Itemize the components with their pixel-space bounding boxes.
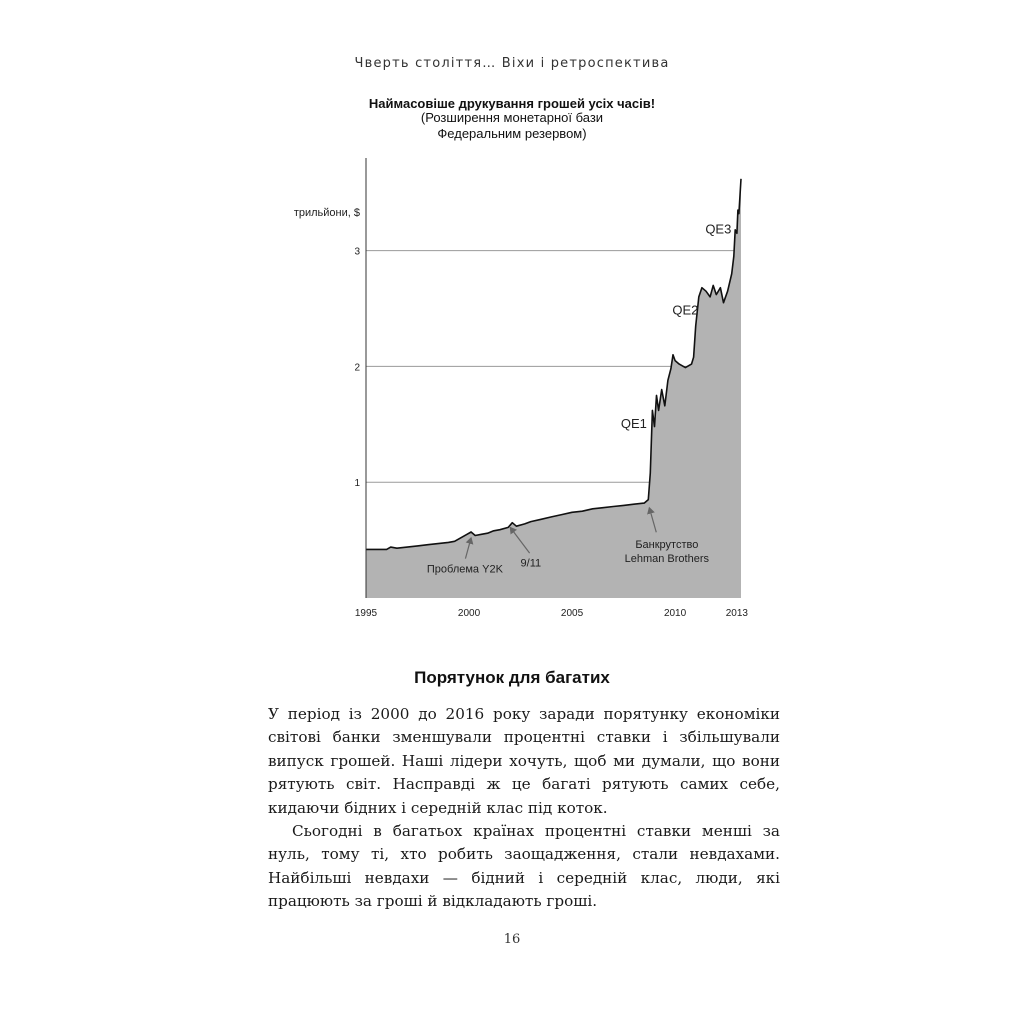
body-paragraph-2: Сьогодні в багатьох країнах процентні ставки менші за нуль, тому ті, хто робить заощадження, стали невдахами. Найбільші невдахи — бідний і середній клас, люди, які працюють за гроші й відкладають гроші.: [268, 822, 780, 911]
annotation-qe1-line-1: QE1: [620, 415, 647, 431]
x-tick-label-2000: 2000: [457, 608, 481, 619]
series-area: [366, 179, 741, 598]
running-head: Чверть століття… Віхи і ретроспектива: [354, 56, 670, 71]
chart-subtitle-line-2: Федеральним резервом): [437, 126, 587, 141]
annotation-qe3-line-1: QE3: [705, 221, 732, 237]
annotation-проблема-y2k-line-1: Проблема Y2K: [426, 563, 503, 576]
annotation-банкрутство-line-2: Lehman Brothers: [624, 553, 710, 566]
y-axis-label: трильйони, $: [293, 206, 360, 219]
annotation-9-11-line-1: 9/11: [520, 557, 542, 570]
annotation-проблема-y2k: [427, 564, 504, 576]
x-tick-label-1995: 1995: [354, 608, 378, 619]
body-paragraph-1: У період із 2000 до 2016 року заради порятунку економіки світові банки зменшували процентні ставки і збільшували випуск грошей. Наші лідери хочуть, щоб ми думали, що вони рятують світ. Насправді ж це багаті рятують самих себе, кидаючи бідних і середній клас під коток.: [268, 705, 780, 817]
annotation-9-11: [521, 558, 542, 570]
y-tick-label-1: 1: [354, 478, 360, 490]
x-tick-label-2013: 2013: [725, 608, 749, 619]
annotation-qe2-line-1: QE2: [672, 302, 699, 318]
annotation-qe1: [621, 416, 647, 431]
y-tick-label-3: 3: [354, 246, 360, 258]
chart-subtitle-line-1: (Розширення монетарної бази: [420, 110, 604, 125]
annotation-qe2: [672, 302, 698, 317]
annotation-qe3: [705, 221, 731, 236]
y-tick-label-2: 2: [354, 362, 360, 374]
section-heading: Порятунок для багатих: [414, 668, 610, 687]
page-number: 16: [503, 932, 521, 947]
annotation-банкрутство-line-1: Банкрутство: [635, 539, 699, 552]
body-text: [268, 703, 780, 914]
chart-title: Наймасовіше друкування грошей усіх часів!: [368, 96, 656, 111]
x-tick-label-2010: 2010: [663, 608, 687, 619]
x-tick-label-2005: 2005: [560, 608, 584, 619]
